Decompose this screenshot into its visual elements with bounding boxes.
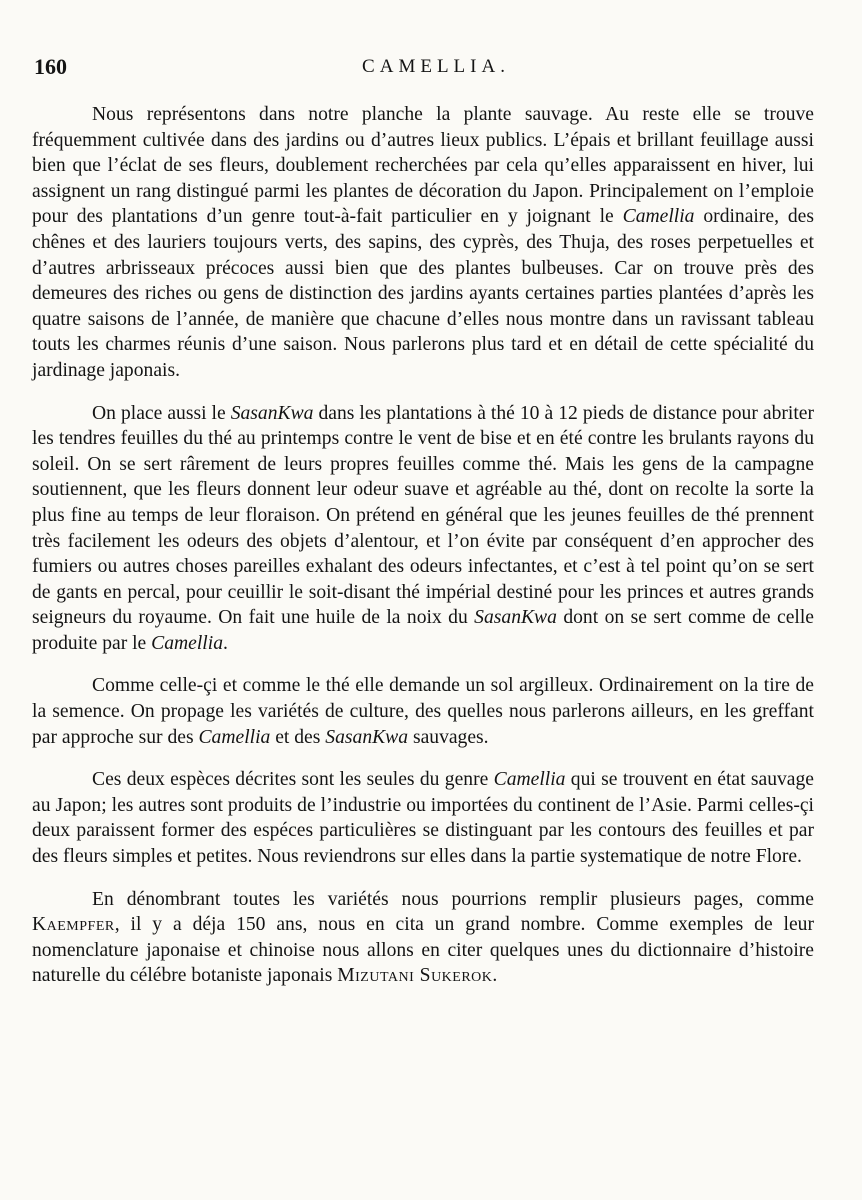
genus-name: Camellia <box>198 726 271 748</box>
text-run: dont on se sert comme de celle produite par le <box>32 607 814 654</box>
paragraph-3 <box>32 673 814 750</box>
paragraph-4 <box>32 767 814 869</box>
paragraph-1 <box>32 102 814 384</box>
text-run: En dénombrant toutes les variétés nous pourrions remplir plusieurs pages, comme <box>92 888 814 910</box>
paragraph-2 <box>32 401 814 657</box>
text-run: sauvages. <box>408 726 489 748</box>
genus-name: Camellia <box>622 206 695 228</box>
text-run: qui se trouvent en état sauvage au Japon; les autres sont produits de l’industrie ou importées du continent de l’Asie. Parmi celles-çi deux paraissent former des espéces particulières se distinguant par les contours des feuilles et par des fleurs simples et petites. Nous reviendrons sur elles dans la partie systematique de notre Flore. <box>32 769 814 868</box>
species-name: SasanKwa <box>325 726 409 748</box>
text-run: Ces deux espèces décrites sont les seules du genre <box>92 769 494 791</box>
author-name: Kaempfer <box>32 914 115 936</box>
text-run: ordinaire, des chênes et des lauriers toujours verts, des sapins, des cyprès, des Thuja, des roses perpetuelles et d’autres arbrisseaux précoces aussi bien que des plantes bulbeuses. Car on trouve près des demeures des riches ou gens de distinction des jardins ayants certaines parties plantées d’après les quatre saisons de l’année, de manière que chacune d’elles nous montre dans un ravissant tableau touts les charmes réunis d’une saison. Nous parlerons plus tard et en détail de cette spécialité du jardinage japonais. <box>32 206 814 381</box>
author-name: Mizutani Sukerok <box>337 965 493 987</box>
text-run: et des <box>270 726 326 748</box>
text-run: dans les plantations à thé 10 à 12 pieds de distance pour abriter les tendres feuilles du thé au printemps contre le vent de bise et en été contre les brulants rayons du soleil. On se sert rârement de leurs propres feuilles comme thé. Mais les gens de la campagne soutiennent, que les fleurs donnent leur odeur suave et agréable au thé, dont on recolte la sorte la plus fine au temps de leur floraison. On prétend en général que les jeunes feuilles de thé prennent très facilement les odeurs des objets d’alentour, et l’on évite par conséquent d’en approcher des fumiers ou autres choses pareilles exhalant des odeurs infectantes, et c’est à tel point qu’on se sert de gants en percal, pour ceuillir le soit-disant thé impérial destiné pour les princes et autres grands seigneurs du royaume. On fait une huile de la noix du <box>32 402 815 629</box>
page-number: 160 <box>34 54 67 79</box>
genus-name: Camellia <box>493 769 566 791</box>
text-run: . <box>492 965 498 987</box>
text-run: . <box>223 632 228 654</box>
paragraph-5 <box>32 887 814 989</box>
species-name: SasanKwa <box>474 607 557 629</box>
text-run: On place aussi le <box>92 402 231 424</box>
text-run: , il y a déja 150 ans, nous en cita un grand nombre. Comme exemples de leur nomenclature japonaise et chinoise nous allons en citer quelques unes du dictionnaire d’histoire naturelle du célébre botaniste japonais <box>32 914 814 987</box>
species-name: SasanKwa <box>230 402 314 424</box>
genus-name: Camellia <box>151 632 223 654</box>
running-title: CAMELLIA. <box>362 56 510 77</box>
page-header <box>34 54 828 84</box>
text-run: Nous représentons dans notre planche la plante sauvage. Au reste elle se trouve fréquemment cultivée dans des jardins ou d’autres lieux publics. L’épais et brillant feuillage aussi bien que l’éclat de ses fleurs, doublement recherchées par cela qu’elles apparaissent en hiver, lui assignent un rang distingué parmi les plantes de décoration du Japon. Principalement on l’emploie pour des plantations d’un genre tout-à-fait particulier en y joignant le <box>32 104 814 228</box>
page-body <box>32 102 814 989</box>
text-run: Comme celle-çi et comme le thé elle demande un sol argilleux. Ordinairement on la tire de la semence. On propage les variétés de culture, des quelles nous parlerons ailleurs, en les greffant par approche sur des <box>32 675 814 748</box>
